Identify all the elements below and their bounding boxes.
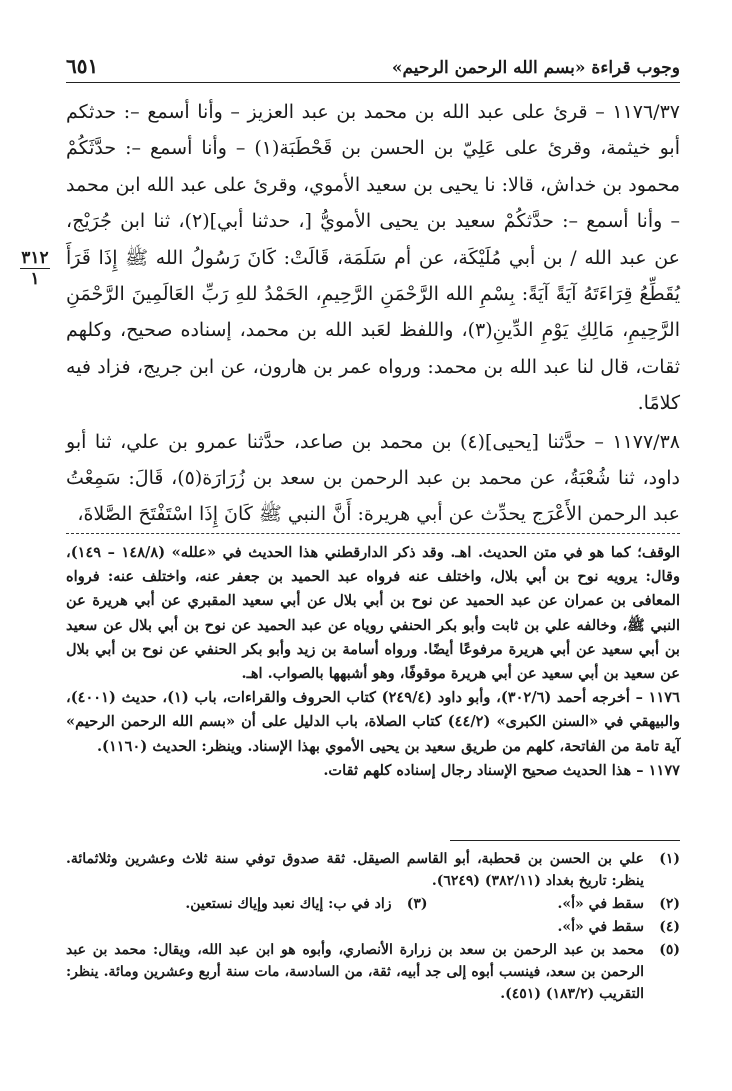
margin-reference-top: ٣١٢ bbox=[21, 248, 49, 268]
footnote-text: زاد في ب: إياك نعبد وإياك نستعين. bbox=[185, 896, 392, 912]
running-title: وجوب قراءة «بسم الله الرحمن الرحيم» bbox=[391, 58, 680, 78]
footnote-text: سقط في «أ». bbox=[557, 896, 644, 912]
footnote-1 bbox=[66, 848, 680, 892]
commentary-paragraph: الوقف؛ كما هو في متن الحديث. اهـ. وقد ذكر الدارقطني هذا الحديث في «علله» (١٤٨/٨ – ١٤٩)، وقال: يرويه نوح بن أبي بلال، واختلف عنه فرواه عبد الحميد بن جعفر عنه، واختلف عنه: فرواه المعافى بن عمران عن عبد الحميد عن نوح بن أبي بلال عن أبي سعيد المقبري عن أبي هريرة عن النبي ﷺ، وخالفه علي بن ثابت وأبو بكر الحنفي روياه عن عبد الحميد عن نوح بن أبي بلال عن سعيد بن أبي سعيد عن أبي هريرة مرفوعًا أيضًا. ورواه أسامة بن زيد وأبو بكر الحنفي عن نوح بن أبي بلال عن سعيد بن أبي سعيد عن أبي هريرة موقوفًا، وهو أشبهها بالصواب. اهـ. bbox=[66, 544, 680, 683]
footnote-text: سقط في «أ». bbox=[557, 919, 644, 935]
main-text bbox=[66, 94, 680, 533]
footnote-number: (٥) bbox=[659, 942, 680, 958]
footnote-3 bbox=[185, 893, 427, 915]
footnote-number: (٢) bbox=[659, 896, 680, 912]
commentary-paragraph: ١١٧٧ – هذا الحديث صحيح الإسناد رجال إسناده كلهم ثقات. bbox=[323, 761, 680, 779]
footnote-number: (١) bbox=[659, 851, 680, 867]
commentary-divider bbox=[66, 533, 680, 534]
commentary-paragraph: ١١٧٦ – أخرجه أحمد (٣٠٢/٦)، وأبو داود (٢٤٩/٤) كتاب الحروف والقراءات، باب (١)، حديث (٤٠٠١)، والبيهقي في «السنن الكبرى» (٤٤/٢) كتاب الصلاة، باب الدليل على أن «بسم الله الرحمن الرحيم» آية تامة من الفاتحة، كلهم من طريق سعيد بن يحيى الأموي بهذا الإسناد. وينظر: الحديث (١١٦٠). bbox=[66, 689, 681, 755]
footnote-text: علي بن الحسن بن قحطبة، أبو القاسم الصيقل. ثقة صدوق توفي سنة ثلاث وعشرين وثلاثمائة. ينظر: تاريخ بغداد (٣٨٢/١١) (٦٢٤٩). bbox=[66, 851, 644, 889]
hadith-1177: ١١٧٧/٣٨ – حدَّثنا [يحيى](٤) بن محمد بن صاعد، حدَّثنا عمرو بن علي، ثنا أبو داود، ثنا شُعْبَةُ، عن محمد بن عبد الرحمن بن سعد بن زُرَارَة(٥)، قَالَ: سَمِعْتُ عبد الرحمن الأَعْرَج يحدِّث عن أبي هريرة: أَنَّ النبي ﷺ كَانَ إِذَا اسْتَفْتَحَ الصَّلاةَ، bbox=[66, 430, 680, 526]
page-number: ٦٥١ bbox=[66, 54, 99, 78]
commentary bbox=[66, 541, 680, 783]
footnote-5 bbox=[66, 939, 680, 1005]
footnote-number: (٤) bbox=[659, 919, 680, 935]
footnote-row bbox=[66, 893, 680, 916]
footnote-text: محمد بن عبد الرحمن بن سعد بن زرارة الأنصاري، وأبوه هو ابن عبد الله، ويقال: محمد بن عبد الرحمن بن سعد، فينسب أبوه إلى جد أبيه، ثقة، من السادسة، مات سنة أربع وعشرين ومائة. ينظر: التقريب (١٨٣/٢) (٤٥١). bbox=[66, 942, 644, 1002]
margin-page-reference bbox=[16, 250, 54, 287]
margin-reference-bottom: ١ bbox=[30, 269, 40, 289]
footnotes bbox=[66, 848, 680, 1006]
hadith-1176: ١١٧٦/٣٧ – قرئ على عبد الله بن محمد بن عبد العزيز – وأنا أسمع –: حدثكم أبو خيثمة، وقرئ على عَلِيّ بن الحسن بن قَحْطَبَة(١) – وأنا أسمع –: حدَّثَكُمْ محمود بن خداش، قالا: نا يحيى بن سعيد الأموي، وقرئ على عبد الله ابن محمد – وأنا أسمع –: حدَّثكُمْ سعيد بن يحيى الأمويُّ [، حدثنا أبي](٢)، ثنا ابن جُرَيْج، عن عبد الله / بن أبي مُلَيْكَة، عن أم سَلَمَة، قَالَتْ: كَانَ رَسُولُ الله ﷺ إِذَا قَرَأَ يُقَطِّعُ قِرَاءَتَهُ آيَةً آيَةً: بِسْمِ الله الرَّحْمَنِ الرَّحِيمِ، الحَمْدُ للهِ رَبِّ العَالَمِينَ الرَّحْمَنِ الرَّحِيمِ، مَالِكِ يَوْمِ الدِّينِ(٣)، واللفظ لعَبد الله بن محمد، إسناده صحيح، وكلهم ثقات، قال لنا عبد الله بن محمد: ورواه عمر بن هارون، عن ابن جريج، فزاد فيه كلامًا. bbox=[66, 101, 680, 415]
footnote-4 bbox=[66, 916, 680, 938]
page-header bbox=[66, 48, 680, 83]
footnote-number: (٣) bbox=[406, 896, 428, 912]
footnote-2 bbox=[558, 893, 680, 915]
footnotes-divider bbox=[450, 840, 680, 841]
